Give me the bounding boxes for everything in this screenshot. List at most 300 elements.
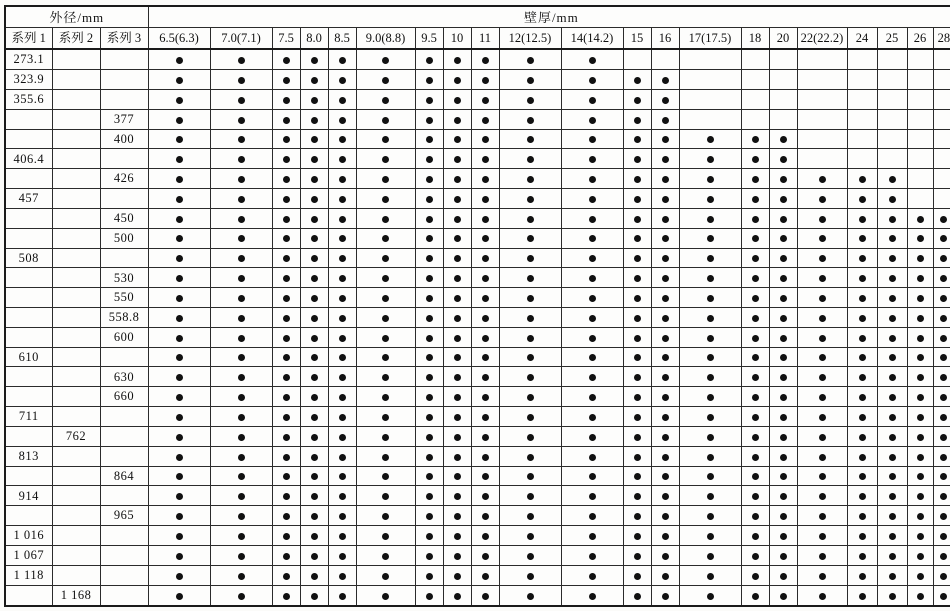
availability-dot-icon (859, 196, 866, 203)
wall-thickness-cell (272, 526, 300, 546)
wall-thickness-cell (561, 466, 623, 486)
od-series3-cell: 600 (100, 327, 148, 347)
availability-dot-icon (940, 493, 947, 500)
wall-thickness-cell (272, 486, 300, 506)
wall-thickness-cell (623, 545, 651, 565)
wall-thickness-cell (210, 308, 272, 328)
availability-dot-icon (283, 57, 290, 64)
wall-thickness-cell (651, 308, 679, 328)
wall-thickness-cell (471, 506, 499, 526)
wall-thickness-cell (623, 109, 651, 129)
wall-thickness-cell (679, 387, 741, 407)
availability-dot-icon (283, 97, 290, 104)
wall-thickness-cell (847, 585, 877, 606)
wall-thickness-cell (148, 288, 210, 308)
wall-thickness-cell (328, 149, 356, 169)
availability-dot-icon (382, 136, 389, 143)
availability-dot-icon (662, 216, 669, 223)
wall-thickness-cell (797, 466, 847, 486)
availability-dot-icon (889, 533, 896, 540)
availability-dot-icon (238, 553, 245, 560)
availability-dot-icon (634, 196, 641, 203)
availability-dot-icon (707, 493, 714, 500)
table-row (5, 70, 950, 90)
availability-dot-icon (662, 394, 669, 401)
wall-thickness-cell (300, 109, 328, 129)
wall-thickness-cell (499, 506, 561, 526)
wall-thickness-cell (769, 347, 797, 367)
wall-thickness-cell (847, 565, 877, 585)
wall-thickness-cell (210, 149, 272, 169)
availability-dot-icon (707, 434, 714, 441)
availability-dot-icon (859, 275, 866, 282)
wall-thickness-cell (933, 149, 950, 169)
od-series2-cell (52, 526, 100, 546)
availability-dot-icon (283, 136, 290, 143)
availability-dot-icon (238, 315, 245, 322)
wall-thickness-cell (907, 327, 933, 347)
availability-dot-icon (482, 553, 489, 560)
wall-thickness-cell (148, 109, 210, 129)
availability-dot-icon (527, 176, 534, 183)
availability-dot-icon (634, 77, 641, 84)
availability-dot-icon (819, 374, 826, 381)
wall-thickness-cell (300, 387, 328, 407)
wall-thickness-cell (210, 89, 272, 109)
wall-thickness-cell (651, 347, 679, 367)
availability-dot-icon (176, 513, 183, 520)
availability-dot-icon (917, 454, 924, 461)
availability-dot-icon (859, 374, 866, 381)
table-row (5, 565, 950, 585)
availability-dot-icon (339, 235, 346, 242)
wall-thickness-cell (769, 248, 797, 268)
table-row (5, 446, 950, 466)
od-series1-cell (5, 327, 52, 347)
od-series1-cell: 1 067 (5, 545, 52, 565)
wall-thickness-cell (741, 208, 769, 228)
wall-thickness-cell (210, 189, 272, 209)
wall-thickness-cell (623, 387, 651, 407)
availability-dot-icon (662, 235, 669, 242)
availability-dot-icon (176, 255, 183, 262)
availability-dot-icon (889, 553, 896, 560)
availability-dot-icon (382, 255, 389, 262)
availability-dot-icon (819, 513, 826, 520)
wall-thickness-cell (415, 367, 443, 387)
wall-thickness-cell (148, 367, 210, 387)
availability-dot-icon (662, 434, 669, 441)
availability-dot-icon (176, 533, 183, 540)
availability-dot-icon (283, 354, 290, 361)
availability-dot-icon (311, 176, 318, 183)
wall-thickness-cell (877, 169, 907, 189)
wall-thickness-cell (272, 446, 300, 466)
wall-thickness-cell (847, 327, 877, 347)
wall-thickness-cell (651, 129, 679, 149)
availability-dot-icon (752, 235, 759, 242)
wall-thickness-cell (210, 466, 272, 486)
wall-thickness-cell (651, 288, 679, 308)
availability-dot-icon (382, 117, 389, 124)
table-row (5, 288, 950, 308)
wall-thickness-cell (933, 407, 950, 427)
thickness-column-header: 28 (933, 28, 950, 50)
availability-dot-icon (311, 97, 318, 104)
wall-thickness-cell (328, 228, 356, 248)
wall-thickness-cell (356, 446, 415, 466)
wall-thickness-cell (356, 387, 415, 407)
availability-dot-icon (176, 335, 183, 342)
wall-thickness-cell (272, 426, 300, 446)
wall-thickness-cell (651, 526, 679, 546)
availability-dot-icon (634, 553, 641, 560)
availability-dot-icon (454, 533, 461, 540)
wall-thickness-cell (651, 109, 679, 129)
availability-dot-icon (634, 493, 641, 500)
wall-thickness-cell (933, 129, 950, 149)
od-series3-cell: 550 (100, 288, 148, 308)
wall-thickness-cell (272, 248, 300, 268)
wall-thickness-cell (769, 367, 797, 387)
wall-thickness-cell (356, 89, 415, 109)
thickness-column-header: 10 (443, 28, 471, 50)
availability-dot-icon (482, 117, 489, 124)
wall-thickness-cell (415, 169, 443, 189)
availability-dot-icon (752, 414, 759, 421)
availability-dot-icon (311, 354, 318, 361)
availability-dot-icon (859, 434, 866, 441)
availability-dot-icon (634, 394, 641, 401)
availability-dot-icon (889, 473, 896, 480)
wall-thickness-cell (443, 327, 471, 347)
availability-dot-icon (482, 255, 489, 262)
availability-dot-icon (454, 255, 461, 262)
availability-dot-icon (634, 335, 641, 342)
availability-dot-icon (662, 156, 669, 163)
wall-thickness-cell (471, 585, 499, 606)
availability-dot-icon (940, 434, 947, 441)
wall-thickness-cell (499, 585, 561, 606)
wall-thickness-cell (797, 49, 847, 70)
wall-thickness-cell (272, 545, 300, 565)
od-series3-cell (100, 545, 148, 565)
availability-dot-icon (238, 454, 245, 461)
availability-dot-icon (426, 335, 433, 342)
wall-thickness-cell (847, 248, 877, 268)
availability-dot-icon (707, 235, 714, 242)
od-series3-cell (100, 149, 148, 169)
wall-thickness-cell (847, 189, 877, 209)
wall-thickness-cell (561, 446, 623, 466)
wall-thickness-cell (741, 189, 769, 209)
wall-thickness-cell (356, 189, 415, 209)
wall-thickness-cell (651, 367, 679, 387)
wall-thickness-cell (651, 89, 679, 109)
wall-thickness-cell (328, 466, 356, 486)
availability-dot-icon (589, 335, 596, 342)
availability-dot-icon (780, 434, 787, 441)
wall-thickness-cell (847, 129, 877, 149)
wall-thickness-cell (933, 387, 950, 407)
availability-dot-icon (780, 493, 787, 500)
wall-thickness-cell (679, 308, 741, 328)
table-row (5, 49, 950, 70)
availability-dot-icon (238, 513, 245, 520)
wall-thickness-cell (679, 407, 741, 427)
wall-thickness-cell (769, 506, 797, 526)
availability-dot-icon (238, 533, 245, 540)
availability-dot-icon (917, 216, 924, 223)
availability-dot-icon (634, 295, 641, 302)
wall-thickness-cell (471, 367, 499, 387)
availability-dot-icon (889, 335, 896, 342)
wall-thickness-cell (741, 367, 769, 387)
availability-dot-icon (527, 414, 534, 421)
availability-dot-icon (426, 216, 433, 223)
availability-dot-icon (339, 295, 346, 302)
wall-thickness-cell (623, 565, 651, 585)
availability-dot-icon (940, 315, 947, 322)
wall-thickness-cell (651, 327, 679, 347)
wall-thickness-cell (847, 446, 877, 466)
wall-thickness-cell (847, 149, 877, 169)
wall-thickness-cell (907, 426, 933, 446)
thickness-column-header: 16 (651, 28, 679, 50)
wall-thickness-cell (272, 268, 300, 288)
wall-thickness-cell (907, 288, 933, 308)
availability-dot-icon (176, 295, 183, 302)
wall-thickness-cell (769, 288, 797, 308)
wall-thickness-cell (471, 70, 499, 90)
availability-dot-icon (339, 176, 346, 183)
availability-dot-icon (752, 216, 759, 223)
wall-thickness-cell (933, 545, 950, 565)
wall-thickness-cell (907, 89, 933, 109)
wall-thickness-cell (499, 248, 561, 268)
wall-thickness-cell (415, 526, 443, 546)
wall-thickness-cell (741, 288, 769, 308)
od-series3-cell: 500 (100, 228, 148, 248)
wall-thickness-cell (356, 506, 415, 526)
wall-thickness-cell (741, 466, 769, 486)
wall-thickness-cell (877, 367, 907, 387)
availability-dot-icon (634, 434, 641, 441)
wall-thickness-cell (210, 585, 272, 606)
wall-thickness-cell (328, 268, 356, 288)
wall-thickness-cell (797, 387, 847, 407)
availability-dot-icon (176, 593, 183, 600)
availability-dot-icon (780, 216, 787, 223)
wall-thickness-cell (847, 526, 877, 546)
availability-dot-icon (859, 235, 866, 242)
od-series2-cell (52, 367, 100, 387)
availability-dot-icon (707, 216, 714, 223)
availability-dot-icon (634, 593, 641, 600)
wall-thickness-cell (933, 347, 950, 367)
availability-dot-icon (426, 176, 433, 183)
availability-dot-icon (859, 414, 866, 421)
availability-dot-icon (589, 97, 596, 104)
availability-dot-icon (780, 394, 787, 401)
wall-thickness-cell (741, 486, 769, 506)
wall-thickness-cell (499, 268, 561, 288)
availability-dot-icon (780, 553, 787, 560)
availability-dot-icon (426, 454, 433, 461)
wall-thickness-cell (443, 526, 471, 546)
wall-thickness-cell (907, 109, 933, 129)
availability-dot-icon (454, 414, 461, 421)
wall-thickness-cell (623, 129, 651, 149)
wall-thickness-cell (272, 49, 300, 70)
wall-thickness-cell (623, 89, 651, 109)
thickness-column-header: 24 (847, 28, 877, 50)
availability-dot-icon (426, 593, 433, 600)
wall-thickness-cell (907, 466, 933, 486)
availability-dot-icon (283, 593, 290, 600)
od-series1-cell (5, 109, 52, 129)
wall-thickness-cell (741, 327, 769, 347)
wall-thickness-cell (877, 129, 907, 149)
availability-dot-icon (482, 533, 489, 540)
table-row (5, 387, 950, 407)
availability-dot-icon (819, 533, 826, 540)
availability-dot-icon (238, 77, 245, 84)
availability-dot-icon (780, 354, 787, 361)
od-series1-cell (5, 426, 52, 446)
availability-dot-icon (889, 315, 896, 322)
availability-dot-icon (311, 235, 318, 242)
wall-thickness-cell (679, 426, 741, 446)
wall-thickness-cell (443, 70, 471, 90)
wall-thickness-cell (300, 585, 328, 606)
availability-dot-icon (527, 275, 534, 282)
availability-dot-icon (819, 593, 826, 600)
od-series1-cell (5, 129, 52, 149)
availability-dot-icon (176, 117, 183, 124)
wall-thickness-cell (210, 347, 272, 367)
wall-thickness-cell (907, 446, 933, 466)
wall-thickness-cell (741, 526, 769, 546)
wall-thickness-cell (741, 70, 769, 90)
availability-dot-icon (454, 176, 461, 183)
thickness-column-header: 8.5 (328, 28, 356, 50)
wall-thickness-cell (651, 268, 679, 288)
od-series2-cell (52, 565, 100, 585)
pipe-size-availability-table (4, 5, 950, 607)
availability-dot-icon (382, 77, 389, 84)
wall-thickness-cell (933, 506, 950, 526)
wall-thickness-cell (272, 149, 300, 169)
wall-thickness-cell (499, 387, 561, 407)
wall-thickness-cell (415, 49, 443, 70)
availability-dot-icon (889, 255, 896, 262)
wall-thickness-cell (847, 268, 877, 288)
availability-dot-icon (382, 97, 389, 104)
wall-thickness-cell (415, 446, 443, 466)
wall-thickness-cell (769, 268, 797, 288)
availability-dot-icon (426, 77, 433, 84)
availability-dot-icon (482, 295, 489, 302)
availability-dot-icon (859, 216, 866, 223)
availability-dot-icon (780, 335, 787, 342)
availability-dot-icon (589, 77, 596, 84)
availability-dot-icon (527, 196, 534, 203)
wall-thickness-cell (415, 89, 443, 109)
availability-dot-icon (283, 434, 290, 441)
availability-dot-icon (780, 533, 787, 540)
wall-thickness-cell (769, 565, 797, 585)
wall-thickness-cell (741, 387, 769, 407)
od-series2-cell (52, 407, 100, 427)
od-series3-cell (100, 189, 148, 209)
availability-dot-icon (819, 414, 826, 421)
wall-thickness-cell (933, 268, 950, 288)
availability-dot-icon (482, 593, 489, 600)
od-series3-cell: 558.8 (100, 308, 148, 328)
availability-dot-icon (819, 493, 826, 500)
wall-thickness-cell (471, 228, 499, 248)
wall-thickness-cell (561, 169, 623, 189)
wall-thickness-cell (300, 89, 328, 109)
wall-thickness-cell (148, 70, 210, 90)
thickness-column-header: 9.0(8.8) (356, 28, 415, 50)
availability-dot-icon (707, 573, 714, 580)
wall-thickness-cell (415, 248, 443, 268)
wall-thickness-cell (769, 327, 797, 347)
wall-thickness-cell (471, 149, 499, 169)
availability-dot-icon (311, 117, 318, 124)
wall-thickness-cell (443, 585, 471, 606)
wall-thickness-cell (623, 585, 651, 606)
availability-dot-icon (634, 275, 641, 282)
availability-dot-icon (940, 533, 947, 540)
availability-dot-icon (339, 593, 346, 600)
wall-thickness-cell (210, 446, 272, 466)
od-series3-cell: 630 (100, 367, 148, 387)
table-row (5, 109, 950, 129)
wall-thickness-cell (741, 347, 769, 367)
wall-thickness-cell (907, 129, 933, 149)
wall-thickness-cell (907, 506, 933, 526)
od-series3-cell: 965 (100, 506, 148, 526)
wall-thickness-cell (877, 585, 907, 606)
availability-dot-icon (819, 335, 826, 342)
availability-dot-icon (917, 553, 924, 560)
thickness-column-header: 8.0 (300, 28, 328, 50)
availability-dot-icon (382, 335, 389, 342)
wall-thickness-cell (847, 70, 877, 90)
availability-dot-icon (176, 394, 183, 401)
availability-dot-icon (752, 513, 759, 520)
availability-dot-icon (382, 513, 389, 520)
wall-thickness-cell (300, 288, 328, 308)
availability-dot-icon (752, 593, 759, 600)
wall-thickness-cell (356, 70, 415, 90)
wall-thickness-cell (623, 426, 651, 446)
wall-thickness-cell (328, 367, 356, 387)
wall-thickness-cell (499, 208, 561, 228)
availability-dot-icon (707, 156, 714, 163)
wall-thickness-cell (328, 565, 356, 585)
availability-dot-icon (283, 255, 290, 262)
availability-dot-icon (662, 533, 669, 540)
availability-dot-icon (589, 117, 596, 124)
wall-thickness-cell (328, 248, 356, 268)
wall-thickness-cell (148, 486, 210, 506)
availability-dot-icon (311, 533, 318, 540)
availability-dot-icon (482, 77, 489, 84)
